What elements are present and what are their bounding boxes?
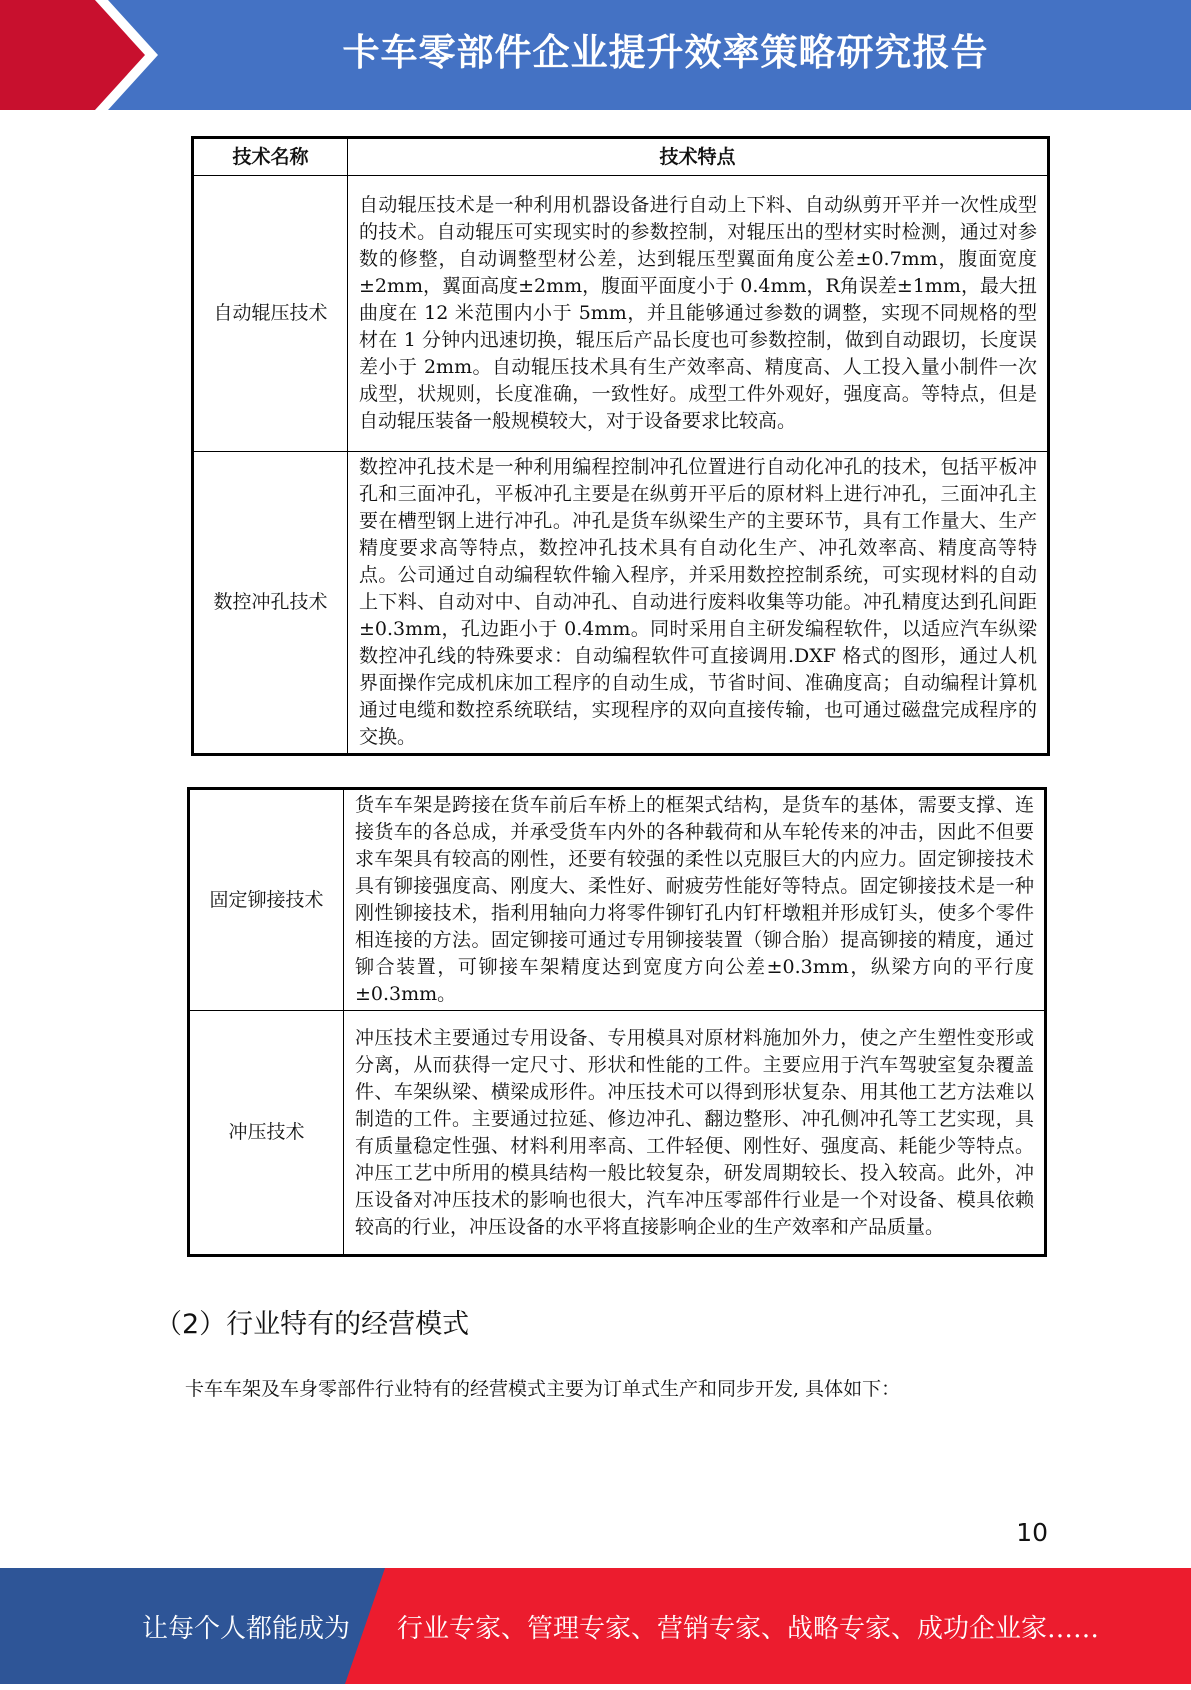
technology-table-2 [187,787,1047,1257]
tech-name-cell: 自动辊压技术 [193,176,348,452]
table-row [193,452,1049,755]
tech-desc-cell: 数控冲孔技术是一种利用编程控制冲孔位置进行自动化冲孔的技术，包括平板冲孔和三面冲孔，平板冲孔主要是在纵剪开平后的原材料上进行冲孔，三面冲孔主要在槽型钢上进行冲孔。冲孔是货车纵梁生产的主要环节，具有工作量大、生产精度要求高等特点，数控冲孔技术具有自动化生产、冲孔效率高、精度高等特点。公司通过自动编程软件输入程序，并采用数控控制系统，可实现材料的自动上下料、自动对中、自动冲孔、自动进行废料收集等功能。冲孔精度达到孔间距±0.3mm，孔边距小于 0.4mm。同时采用自主研发编程软件，以适应汽车纵梁数控冲孔线的特殊要求：自动编程软件可直接调用.DXF 格式的图形，通过人机界面操作完成机床加工程序的自动生成，节省时间、准确度高；自动编程计算机通过电缆和数控系统联结，实现程序的双向直接传输，也可通过磁盘完成程序的交换。 [348,452,1049,755]
tech-desc-cell: 冲压技术主要通过专用设备、专用模具对原材料施加外力，使之产生塑性变形或分离，从而获得一定尺寸、形状和性能的工件。主要应用于汽车驾驶室复杂覆盖件、车架纵梁、横梁成形件。冲压技术可以得到形状复杂、用其他工艺方法难以制造的工件。主要通过拉延、修边冲孔、翻边整形、冲孔侧冲孔等工艺实现，具有质量稳定性强、材料利用率高、工件轻便、刚性好、强度高、耗能少等特点。冲压工艺中所用的模具结构一般比较复杂，研发周期较长、投入较高。此外，冲压设备对冲压技术的影响也很大，汽车冲压零部件行业是一个对设备、模具依赖较高的行业，冲压设备的水平将直接影响企业的生产效率和产品质量。 [344,1011,1046,1256]
tech-name-cell: 固定铆接技术 [189,789,344,1011]
column-header-name: 技术名称 [193,138,348,176]
tech-name-cell: 数控冲孔技术 [193,452,348,755]
report-title: 卡车零部件企业提升效率策略研究报告 [342,31,989,74]
technology-table-1 [191,136,1050,756]
page-header [0,0,1191,110]
table-row [189,789,1046,1011]
table-row [189,1011,1046,1256]
tech-desc-cell: 自动辊压技术是一种利用机器设备进行自动上下料、自动纵剪开平并一次性成型的技术。自动辊压可实现实时的参数控制，对辊压出的型材实时检测，通过对参数的修整，自动调整型材公差，达到辊压型翼面角度公差±0.7mm，腹面宽度±2mm，翼面高度±2mm，腹面平面度小于 0.4mm，R角误差±1mm，最大扭曲度在 12 米范围内小于 5mm，并且能够通过参数的调整，实现不同规格的型材在 1 分钟内迅速切换，辊压后产品长度也可参数控制，做到自动跟切，长度误差小于 2mm。自动辊压技术具有生产效率高、精度高、人工投入量小制件一次成型，状规则，长度准确，一致性好。成型工件外观好，强度高。等特点，但是自动辊压装备一般规模较大，对于设备要求比较高。 [348,176,1049,452]
section-heading: （2）行业特有的经营模式 [155,1309,470,1340]
footer-slogan-right: 行业专家、管理专家、营销专家、战略专家、成功企业家…… [397,1614,1100,1644]
body-paragraph: 卡车车架及车身零部件行业特有的经营模式主要为订单式生产和同步开发, 具体如下： [185,1378,901,1400]
tech-name-cell: 冲压技术 [189,1011,344,1256]
table-row [193,176,1049,452]
page-number: 10 [1016,1518,1048,1547]
footer-slogan-left: 让每个人都能成为 [142,1614,351,1644]
table-header-row [193,138,1049,176]
column-header-features: 技术特点 [348,138,1049,176]
page-footer [0,1568,1191,1684]
tech-desc-cell: 货车车架是跨接在货车前后车桥上的框架式结构，是货车的基体，需要支撑、连接货车的各总成，并承受货车内外的各种载荷和从车轮传来的冲击，因此不但要求车架具有较高的刚性，还要有较强的柔性以克服巨大的内应力。固定铆接技术具有铆接强度高、刚度大、柔性好、耐疲劳性能好等特点。固定铆接技术是一种刚性铆接技术，指利用轴向力将零件铆钉孔内钉杆墩粗并形成钉头，使多个零件相连接的方法。固定铆接可通过专用铆接装置（铆合胎）提高铆接的精度，通过铆合装置，可铆接车架精度达到宽度方向公差±0.3mm，纵梁方向的平行度±0.3mm。 [344,789,1046,1011]
